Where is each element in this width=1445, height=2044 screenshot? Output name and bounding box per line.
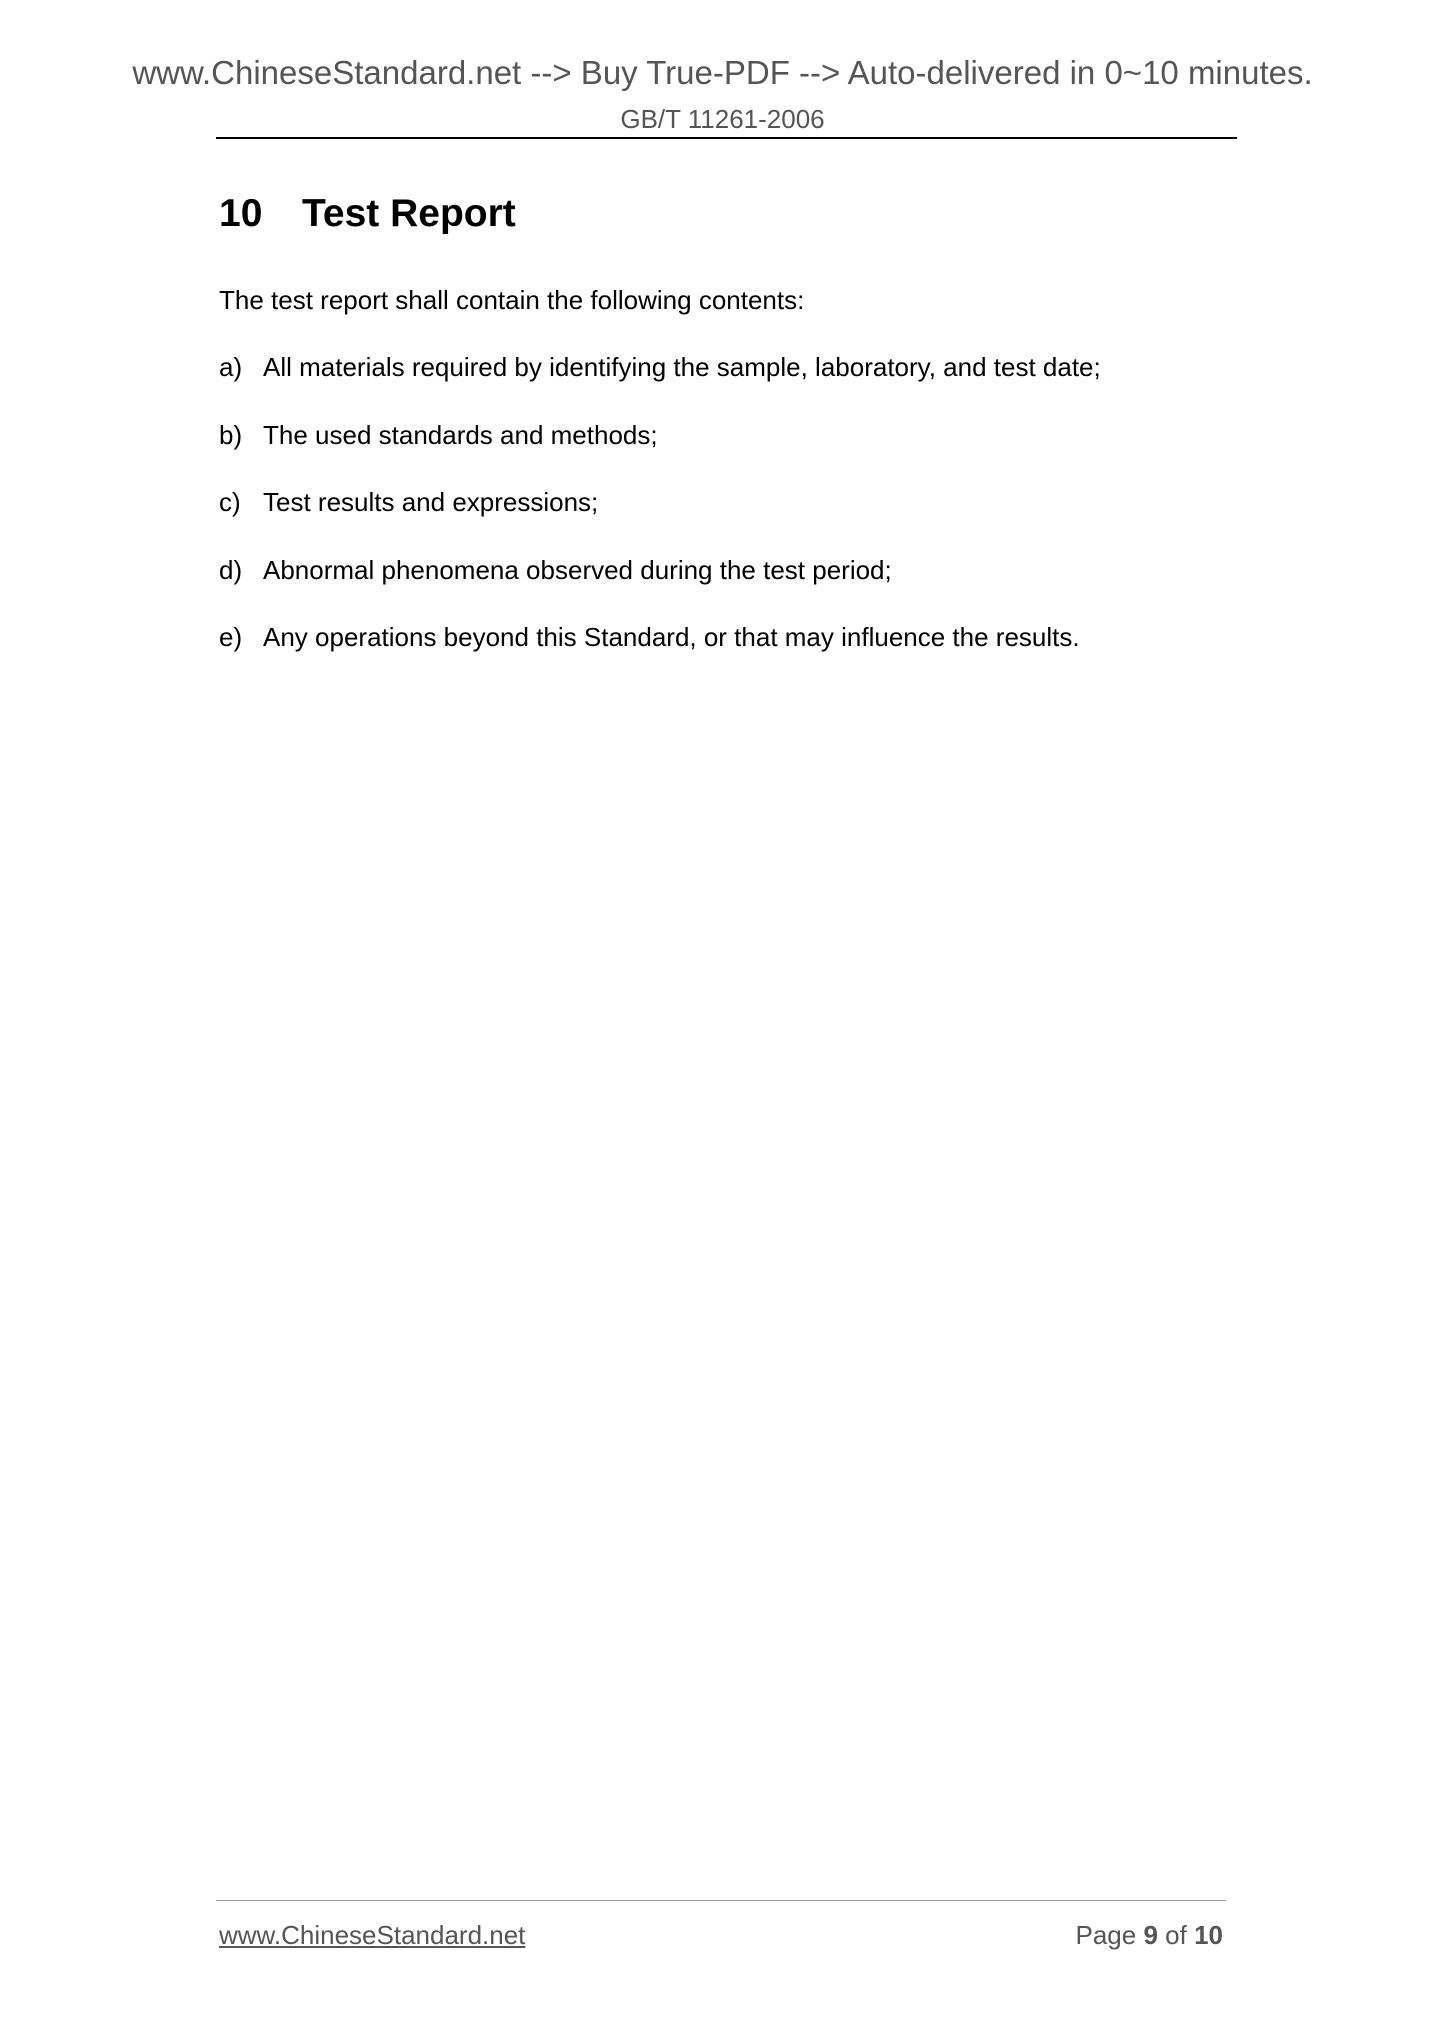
list-marker: e): [219, 622, 243, 652]
list-item-text: Any operations beyond this Standard, or that may influence the results.: [263, 622, 1080, 652]
header-divider: [216, 137, 1237, 139]
footer-divider: [216, 1900, 1226, 1901]
list-marker: c): [219, 487, 241, 517]
list-marker: a): [219, 352, 243, 382]
section-number: 10: [219, 192, 263, 235]
page-total: 10: [1194, 1920, 1223, 1950]
section-heading: [219, 194, 516, 233]
section-title: Test Report: [302, 192, 516, 235]
list-item: [219, 489, 1101, 557]
list-item-text: All materials required by identifying the sample, laboratory, and test date;: [263, 352, 1101, 382]
list-marker: b): [219, 419, 243, 450]
page-of: of: [1165, 1920, 1187, 1950]
header-banner: www.ChineseStandard.net --> Buy True-PDF --> Auto-delivered in 0~10 minutes.: [132, 54, 1313, 91]
list-marker: d): [219, 554, 243, 585]
standard-code: GB/T 11261-2006: [620, 104, 825, 134]
contents-list: [219, 354, 1101, 692]
list-item: [219, 419, 1101, 490]
list-item: [219, 624, 1101, 692]
page-prefix: Page: [1075, 1920, 1137, 1950]
page-current: 9: [1143, 1920, 1158, 1950]
list-item-text: Abnormal phenomena observed during the test period;: [263, 554, 892, 585]
list-item-text: The used standards and methods;: [263, 419, 658, 450]
list-item: [219, 554, 1101, 625]
list-item: [219, 354, 1101, 422]
list-item-text: Test results and expressions;: [263, 487, 599, 517]
page-number: [1075, 1922, 1223, 1948]
section-intro: The test report shall contain the following contents:: [219, 285, 805, 315]
footer-website-link[interactable]: www.ChineseStandard.net: [219, 1920, 526, 1950]
